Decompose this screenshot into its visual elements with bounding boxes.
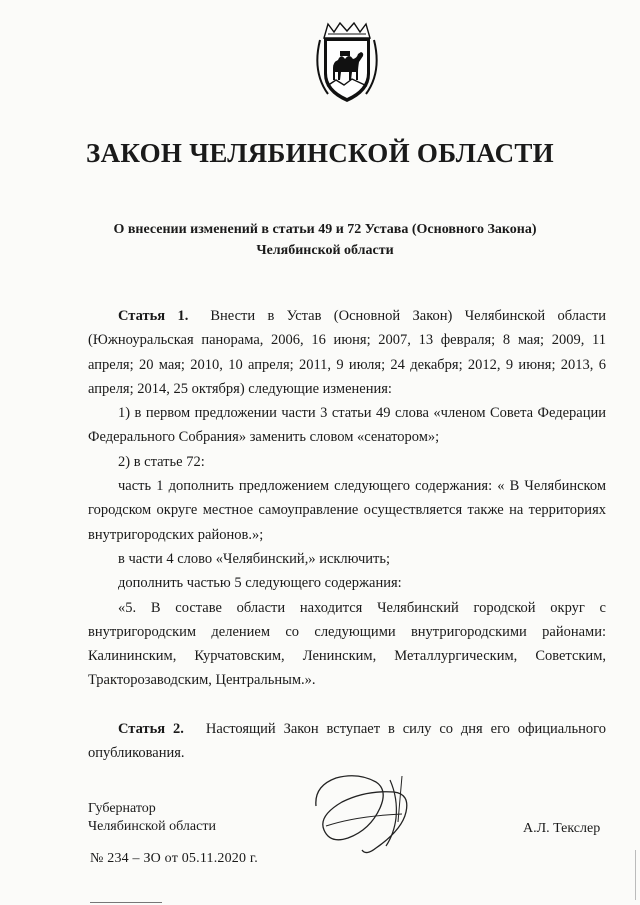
article-1-item-1: 1) в первом предложении части 3 статьи 49 слова «членом Совета Федерации Федерального Собрания» заменить словом «сенатором»;: [88, 405, 606, 446]
law-number: № 234 – ЗО от 05.11.2020 г.: [90, 851, 258, 866]
article-1-item-2-d: «5. В составе области находится Челябинский городской округ с внутригородским делением со следующими внутригородскими районами: Калининским, Курчатовским, Ленинским, Металлургическим, Советским, Тракторозаводским, Центральным.».: [88, 599, 606, 689]
signer-position-line-1: Губернатор: [88, 801, 156, 816]
signer-name: А.Л. Текслер: [523, 821, 601, 836]
article-1-item-2-b: в части 4 слово «Челябинский,» исключить;: [118, 550, 390, 567]
scan-edge-mark: [635, 850, 636, 900]
article-1-item-2: 2) в статье 72:: [118, 453, 205, 470]
article-1-intro-text: Внести в Устав (Основной Закон) Челябинской области (Южноуральская панорама, 2006, 16 июня; 2007, 13 февраля; 8 мая; 2009, 11 апреля; 20 мая; 2010, 10 апреля; 2011, 9 июля; 24 декабря; 2012, 9 июня; 2013, 6 апреля; 2014, 25 октября) следующие изменения:: [88, 308, 606, 397]
subtitle-line-2: Челябинской области: [256, 243, 394, 258]
chelyabinsk-coat-of-arms-icon: [314, 22, 380, 104]
article-1-label: Статья 1.: [118, 308, 189, 324]
article-2-label: Статья 2.: [118, 721, 184, 737]
signer-position: [88, 800, 216, 836]
article-1-item-2-a: часть 1 дополнить предложением следующего содержания: « В Челябинском городском округе местное самоуправление осуществляется также на территориях внутригородских районов.»;: [88, 478, 606, 543]
article-1-intro: [88, 304, 606, 401]
article-2: [88, 717, 606, 766]
article-2-text: Настоящий Закон вступает в силу со дня его официального опубликования.: [88, 721, 606, 762]
signer-position-line-2: Челябинской области: [88, 819, 216, 834]
document-title: ЗАКОН ЧЕЛЯБИНСКОЙ ОБЛАСТИ: [86, 138, 554, 168]
subtitle-line-1: О внесении изменений в статьи 49 и 72 Устава (Основного Закона): [113, 222, 537, 237]
article-1-item-2-c: дополнить частью 5 следующего содержания:: [118, 575, 402, 592]
document-subtitle: [100, 219, 550, 261]
scan-artifact-line: [90, 902, 162, 903]
handwritten-signature: [306, 768, 416, 860]
article-1: [88, 304, 606, 693]
